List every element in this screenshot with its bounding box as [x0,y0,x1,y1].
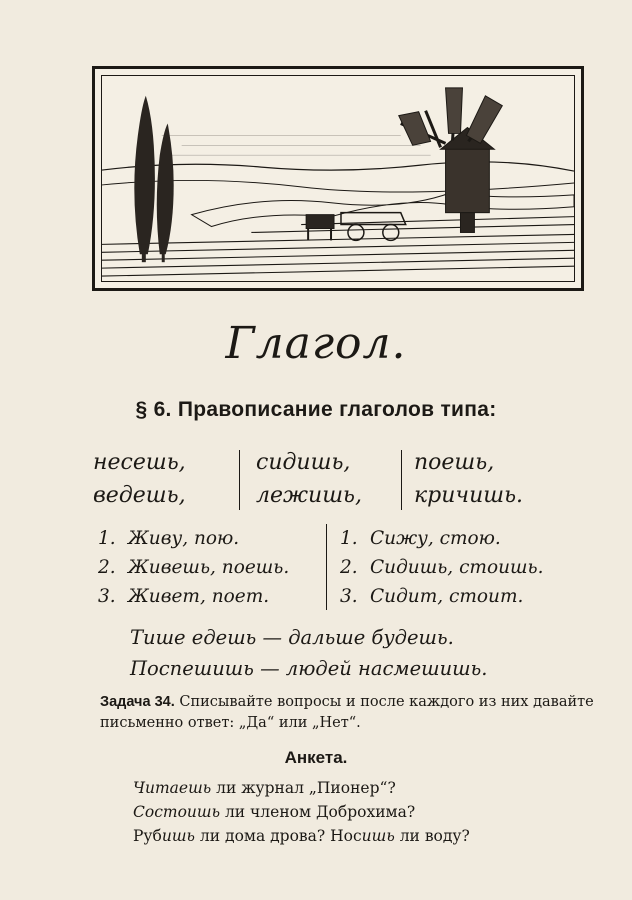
verb-group-1 [93,446,186,512]
conjugation-row: 2. Сидишь, стоишь. [340,557,544,578]
conjugation-row: 2. Живешь, поешь. [98,557,290,578]
task-34 [100,692,600,734]
verb-example: лежишь, [256,483,363,508]
proverb: Тише едешь — дальше будешь. [130,626,454,649]
column-divider [239,450,240,510]
verb-group-2 [256,446,362,512]
task-text: Списывайте вопросы и после каждого из них давайте письменно ответ: „Да“ или „Нет“. [100,694,594,731]
proverbs [130,622,610,684]
conjugation-row: 3. Живет, поет. [98,586,270,607]
proverb: Поспешишь — людей насмешишь. [130,657,488,680]
conjugation-row: 1. Живу, пою. [98,528,240,549]
verb-example: ведешь, [93,483,186,508]
verb-example: кричишь. [414,483,524,508]
questionnaire-title: Анкета. [284,748,348,767]
question: Состоишь ли членом Доброхима? [133,803,416,821]
verb-example: сидишь, [256,450,351,475]
illustration-frame [92,66,584,291]
conjugation-left [98,524,289,611]
conjugation-table [0,524,632,614]
verb-example: несешь, [93,450,186,475]
conjugation-right [340,524,544,611]
page-title: Глагол. [225,318,407,369]
column-divider [326,524,327,610]
verb-group-3 [414,446,523,512]
verb-examples [0,446,632,516]
question: Рубишь ли дома дрова? Носишь ли воду? [133,827,470,845]
questionnaire [133,776,603,848]
windmill-landscape-illustration [102,76,574,281]
column-divider [401,450,402,510]
section-title: § 6. Правописание глаголов типа: [135,398,497,421]
conjugation-row: 3. Сидит, стоит. [340,586,524,607]
verb-example: поешь, [414,450,495,475]
question: Читаешь ли журнал „Пионер“? [133,779,396,797]
task-label: Задача 34. [100,694,175,710]
conjugation-row: 1. Сижу, стою. [340,528,501,549]
